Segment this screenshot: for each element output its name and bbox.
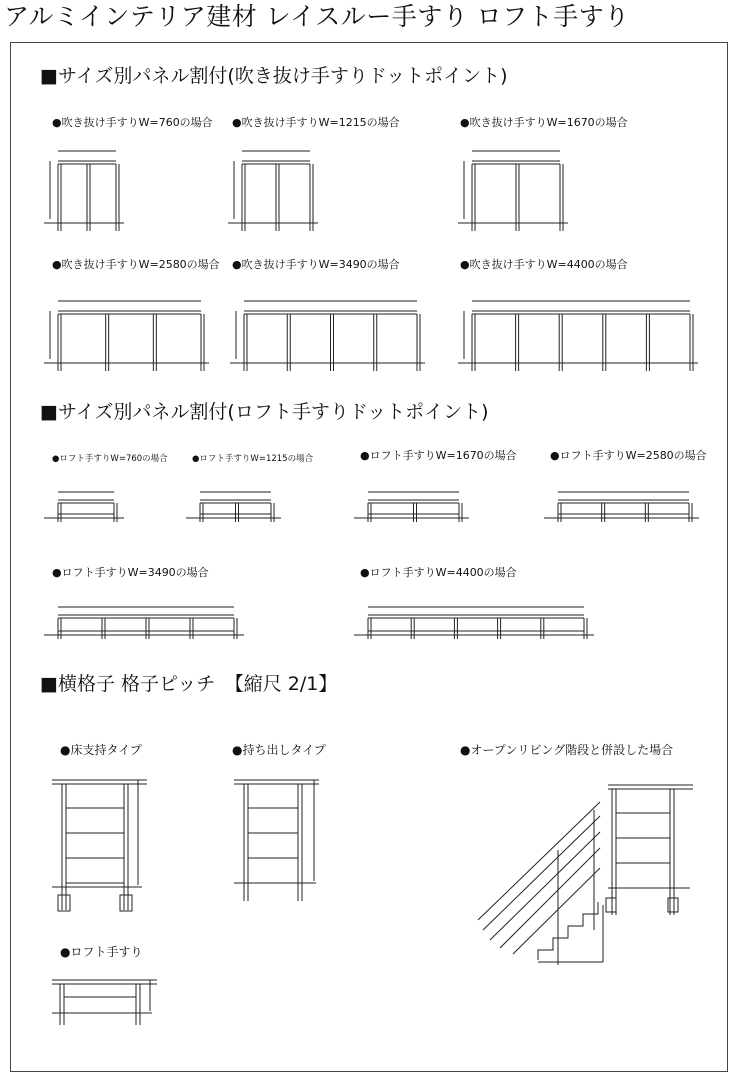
- loft-760-drawing: [44, 488, 124, 528]
- atrium-760-drawing: [44, 145, 124, 235]
- floor-support-label: ●床支持タイプ: [60, 743, 142, 757]
- loft-3490-drawing: [44, 603, 244, 645]
- atrium-3490-drawing: [230, 295, 425, 375]
- open-stair-drawing: [478, 780, 698, 980]
- loft-4400-drawing: [354, 603, 594, 645]
- atrium-1670-label: ●吹き抜け手すりW=1670の場合: [460, 116, 628, 129]
- atrium-4400-label: ●吹き抜け手すりW=4400の場合: [460, 258, 628, 271]
- loft-1670-drawing: [354, 488, 469, 528]
- cantilever-drawing: [234, 775, 324, 905]
- loft-2580-drawing: [544, 488, 699, 528]
- loft-4400-label: ●ロフト手すりW=4400の場合: [360, 566, 517, 579]
- loft-1670-label: ●ロフト手すりW=1670の場合: [360, 449, 517, 462]
- atrium-1215-label: ●吹き抜け手すりW=1215の場合: [232, 116, 400, 129]
- atrium-3490-label: ●吹き抜け手すりW=3490の場合: [232, 258, 400, 271]
- section-heading-atrium: ■サイズ別パネル割付(吹き抜け手すりドットポイント): [40, 65, 508, 87]
- loft-2580-label: ●ロフト手すりW=2580の場合: [550, 449, 707, 462]
- atrium-760-label: ●吹き抜け手すりW=760の場合: [52, 116, 213, 129]
- atrium-2580-label: ●吹き抜け手すりW=2580の場合: [52, 258, 220, 271]
- loft-rail-label: ●ロフト手すり: [60, 945, 143, 959]
- loft-rail-drawing: [52, 975, 162, 1030]
- loft-1215-drawing: [186, 488, 281, 528]
- atrium-2580-drawing: [44, 295, 209, 375]
- cantilever-label: ●持ち出しタイプ: [232, 743, 326, 757]
- page-title: アルミインテリア建材 レイスルー手すり ロフト手すり: [4, 2, 630, 31]
- section-heading-loft: ■サイズ別パネル割付(ロフト手すりドットポイント): [40, 401, 489, 423]
- section-heading-lattice: ■横格子 格子ピッチ 【縮尺 2/1】: [40, 673, 338, 695]
- loft-760-label: ●ロフト手すりW=760の場合: [52, 454, 168, 464]
- open-stair-label: ●オープンリビング階段と併設した場合: [460, 743, 674, 757]
- atrium-4400-drawing: [458, 295, 698, 375]
- loft-3490-label: ●ロフト手すりW=3490の場合: [52, 566, 209, 579]
- atrium-1215-drawing: [228, 145, 318, 235]
- atrium-1670-drawing: [458, 145, 568, 235]
- floor-support-drawing: [52, 775, 152, 920]
- loft-1215-label: ●ロフト手すりW=1215の場合: [192, 454, 314, 464]
